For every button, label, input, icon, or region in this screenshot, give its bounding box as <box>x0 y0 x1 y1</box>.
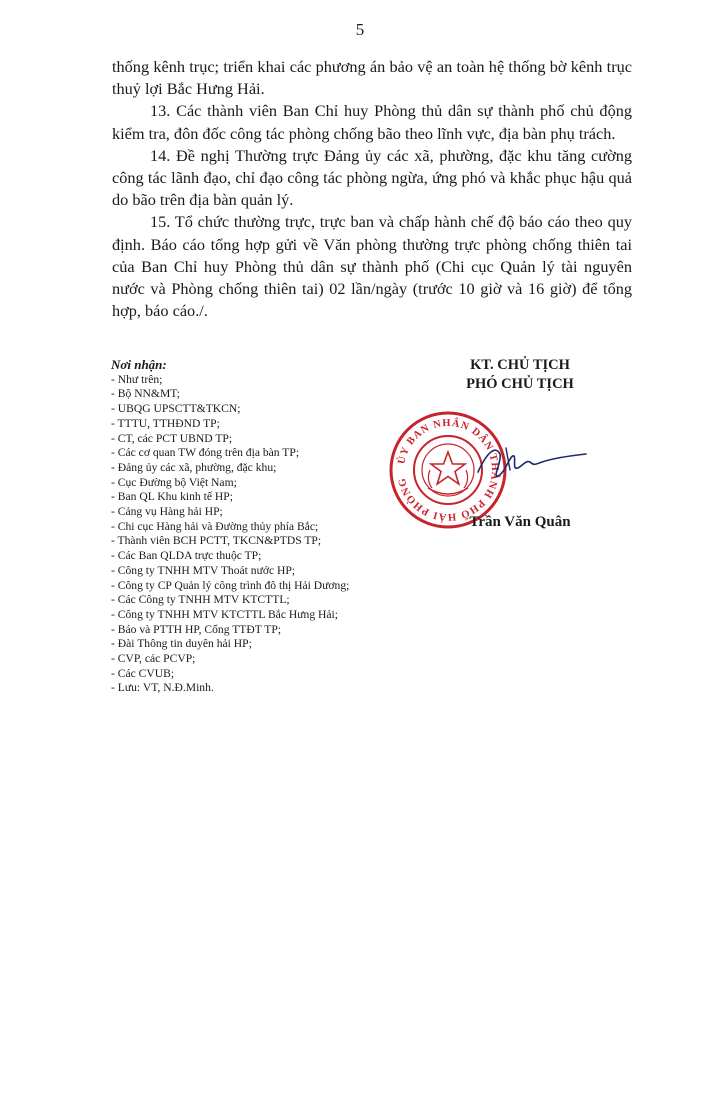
recipients-list <box>111 373 411 696</box>
recipient-item: - Lưu: VT, N.Đ.Minh. <box>111 681 214 695</box>
handwritten-signature <box>470 440 590 490</box>
recipient-item: - Đảng ủy các xã, phường, đặc khu; <box>111 460 277 474</box>
recipient-item: - Các Công ty TNHH MTV KTCTTL; <box>111 593 290 607</box>
recipient-item: - Công ty CP Quản lý công trình đô thị Hải Dương; <box>111 578 350 592</box>
recipient-item: - CT, các PCT UBND TP; <box>111 431 233 445</box>
paragraph-13: 13. Các thành viên Ban Chỉ huy Phòng thủ dân sự thành phố chủ động kiểm tra, đôn đốc công tác phòng chống bão theo lĩnh vực, địa bàn phụ trách. <box>112 101 632 143</box>
recipient-item: - Báo và PTTH HP, Cổng TTĐT TP; <box>111 622 282 636</box>
recipient-item: - Công ty TNHH MTV Thoát nước HP; <box>111 563 296 577</box>
recipient-item: - Các Ban QLDA trực thuộc TP; <box>111 549 262 563</box>
recipient-item: - Các CVUB; <box>111 666 175 680</box>
recipient-item: - TTTU, TTHĐND TP; <box>111 416 220 430</box>
recipient-item: - Công ty TNHH MTV KTCTTL Bắc Hưng Hải; <box>111 607 338 621</box>
signature-line-2: PHÓ CHỦ TỊCH <box>466 376 574 392</box>
paragraph-15: 15. Tổ chức thường trực, trực ban và chấp hành chế độ báo cáo theo quy định. Báo cáo tổng hợp gửi về Văn phòng thường trực phòng chống thiên tai của Ban Chỉ huy Phòng thủ dân sự thành phố (Chi cục Quản lý tài nguyên nước và Phòng chống thiên tai) 02 lần/ngày (trước 10 giờ và 16 giờ) để tổng hợp, báo cáo./. <box>112 212 632 321</box>
recipient-item: - Cảng vụ Hàng hải HP; <box>111 505 223 519</box>
signature-title-block <box>420 356 620 394</box>
recipients-title: Nơi nhận: <box>111 357 167 372</box>
paragraph-14: 14. Đề nghị Thường trực Đảng ủy các xã, phường, đặc khu tăng cường công tác lãnh đạo, chỉ đạo công tác phòng ngừa, ứng phó và khắc phục hậu quả do bão trên địa bàn quản lý. <box>112 145 632 210</box>
recipient-item: - Thành viên BCH PCTT, TKCN&PTDS TP; <box>111 534 322 548</box>
signer-name: Trần Văn Quân <box>469 514 571 530</box>
recipient-item: - UBQG UPSCTT&TKCN; <box>111 402 241 416</box>
svg-text:ỦY BAN NHÂN DÂN THÀNH PHỐ HẢI: ỦY BAN NHÂN DÂN THÀNH PHỐ HẢI PHÒNG <box>396 417 501 523</box>
paragraph-continued: thống kênh trục; triển khai các phương án bảo vệ an toàn hệ thống bờ kênh trục thuỷ lợi Bắc Hưng Hải. <box>112 57 632 99</box>
recipient-item: - Như trên; <box>111 372 163 386</box>
document-body <box>112 56 632 322</box>
recipient-item: - Đài Thông tin duyên hải HP; <box>111 637 252 651</box>
recipient-item: - Bộ NN&MT; <box>111 387 180 401</box>
signature-line-1: KT. CHỦ TỊCH <box>470 357 570 373</box>
recipients-block <box>111 358 411 696</box>
recipient-item: - Các cơ quan TW đóng trên địa bàn TP; <box>111 446 300 460</box>
recipient-item: - Chi cục Hàng hải và Đường thủy phía Bắc; <box>111 519 319 533</box>
page-number: 5 <box>355 20 365 39</box>
recipient-item: - CVP, các PCVP; <box>111 652 196 666</box>
recipient-item: - Cục Đường bộ Việt Nam; <box>111 475 237 489</box>
recipient-item: - Ban QL Khu kinh tế HP; <box>111 490 233 504</box>
